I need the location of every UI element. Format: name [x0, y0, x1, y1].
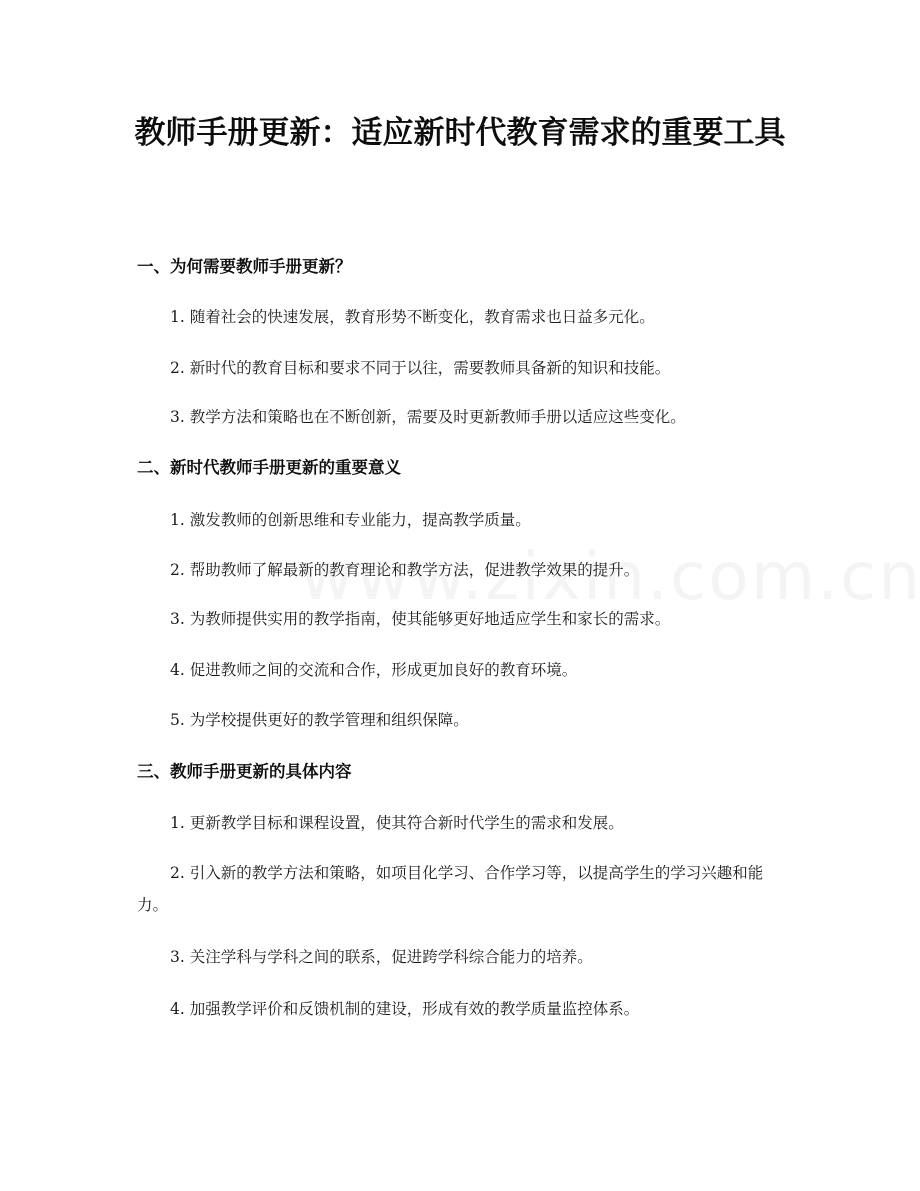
section-3-item-1: 1. 更新教学目标和课程设置，使其符合新时代学生的需求和发展。 [170, 814, 624, 832]
section-2-item-5: 5. 为学校提供更好的教学管理和组织保障。 [170, 711, 469, 729]
section-2-item-2: 2. 帮助教师了解最新的教育理论和教学方法，促进教学效果的提升。 [170, 561, 640, 579]
section-3-item-4: 4. 加强教学评价和反馈机制的建设，形成有效的教学质量监控体系。 [170, 1000, 640, 1018]
section-2-item-1: 1. 激发教师的创新思维和专业能力，提高教学质量。 [170, 511, 531, 529]
section-3-item-3: 3. 关注学科与学科之间的联系，促进跨学科综合能力的培养。 [170, 948, 593, 966]
document-title: 教师手册更新：适应新时代教育需求的重要工具 [134, 115, 786, 151]
section-heading-2: 二、新时代教师手册更新的重要意义 [137, 458, 401, 477]
section-1-item-2: 2. 新时代的教育目标和要求不同于以往，需要教师具备新的知识和技能。 [170, 359, 671, 377]
section-2-item-4: 4. 促进教师之间的交流和合作，形成更加良好的教育环境。 [170, 661, 578, 679]
section-heading-3: 三、教师手册更新的具体内容 [137, 762, 352, 781]
section-2-item-3: 3. 为教师提供实用的教学指南，使其能够更好地适应学生和家长的需求。 [170, 610, 671, 628]
section-1-item-1: 1. 随着社会的快速发展，教育形势不断变化，教育需求也日益多元化。 [170, 308, 655, 326]
section-1-item-3: 3. 教学方法和策略也在不断创新，需要及时更新教师手册以适应这些变化。 [170, 408, 686, 426]
section-heading-1: 一、为何需要教师手册更新？ [137, 257, 352, 276]
section-3-item-2: 2. 引入新的教学方法和策略，如项目化学习、合作学习等，以提高学生的学习兴趣和能力。 [137, 864, 764, 914]
